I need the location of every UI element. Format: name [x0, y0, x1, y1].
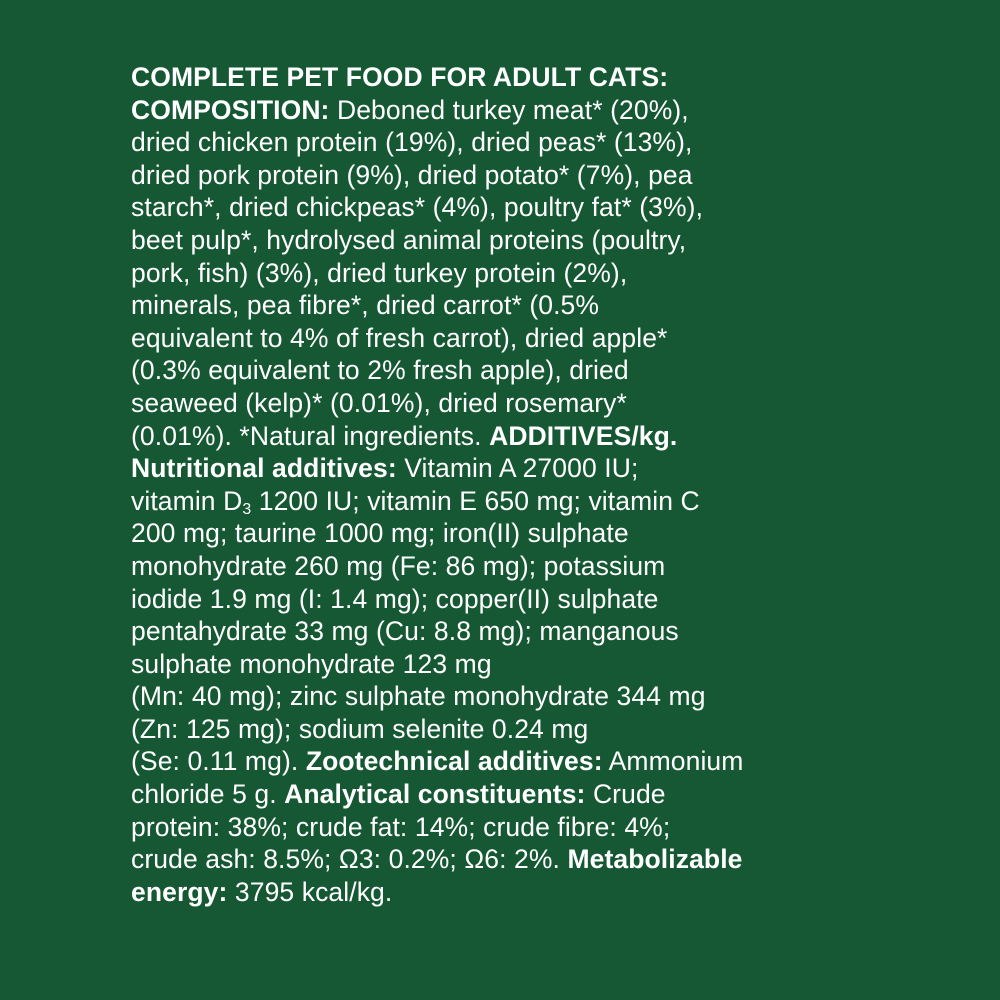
- additives-text: (Se: 0.11 mg).: [131, 746, 299, 777]
- additives-text: vitamin D: [131, 485, 243, 516]
- analytical-constituents-title: Analytical constituents:: [284, 779, 586, 810]
- line-19: [131, 648, 891, 681]
- composition-text: equivalent to 4% of fresh carrot), dried apple*: [131, 322, 668, 353]
- line-21: [131, 713, 891, 746]
- additives-text: 200 mg; taurine 1000 mg; iron(II) sulphate: [131, 518, 629, 549]
- composition-text: minerals, pea fibre*, dried carrot* (0.5%: [131, 290, 600, 321]
- line-11: [131, 387, 891, 420]
- analytical-text: protein: 38%; crude fat: 14%; crude fibre: 4%;: [131, 811, 671, 842]
- composition-text: beet pulp*, hydrolysed animal proteins (poultry,: [131, 224, 687, 255]
- line-14: [131, 485, 891, 518]
- line-13: [131, 452, 891, 485]
- line-1: [131, 61, 891, 94]
- label-heading: COMPLETE PET FOOD FOR ADULT CATS:: [131, 62, 669, 92]
- line-5: [131, 191, 891, 224]
- additives-text: sulphate monohydrate 123 mg: [131, 648, 492, 679]
- line-8: [131, 289, 891, 322]
- additives-text: chloride 5 g.: [131, 779, 277, 810]
- line-6: [131, 224, 891, 257]
- subscript-3: 3: [242, 500, 252, 518]
- analytical-text: Crude: [592, 779, 666, 810]
- line-3: [131, 126, 891, 159]
- metabolizable-energy-title: Metabolizable: [567, 844, 743, 875]
- line-15: [131, 517, 891, 550]
- additives-title: ADDITIVES/kg.: [489, 420, 678, 451]
- line-24: [131, 811, 891, 844]
- line-2: [131, 94, 891, 127]
- additives-text: pentahydrate 33 mg (Cu: 8.8 mg); manganous: [131, 616, 679, 647]
- composition-text: pork, fish) (3%), dried turkey protein (2%),: [131, 257, 628, 288]
- composition-text: (0.01%). *Natural ingredients.: [131, 420, 482, 451]
- line-20: [131, 680, 891, 713]
- line-9: [131, 322, 891, 355]
- composition-text: Deboned turkey meat* (20%),: [336, 94, 689, 125]
- composition-text: dried chicken protein (19%), dried peas* (13%),: [131, 127, 693, 158]
- additives-text: Vitamin A 27000 IU;: [404, 453, 639, 484]
- additives-text: (Zn: 125 mg); sodium selenite 0.24 mg: [131, 713, 589, 744]
- additives-text: 1200 IU; vitamin E 650 mg; vitamin C: [251, 485, 700, 516]
- additives-text: iodide 1.9 mg (I: 1.4 mg); copper(II) sulphate: [131, 583, 659, 614]
- analytical-text: crude ash: 8.5%; Ω3: 0.2%; Ω6: 2%.: [131, 844, 560, 875]
- composition-text: seaweed (kelp)* (0.01%), dried rosemary*: [131, 387, 627, 418]
- composition-text: (0.3% equivalent to 2% fresh apple), dried: [131, 355, 629, 386]
- line-17: [131, 583, 891, 616]
- line-22: [131, 745, 891, 778]
- line-18: [131, 615, 891, 648]
- ingredients-label: [131, 61, 891, 908]
- line-7: [131, 257, 891, 290]
- composition-text: starch*, dried chickpeas* (4%), poultry fat* (3%),: [131, 192, 704, 223]
- additives-text: Ammonium: [608, 746, 744, 777]
- line-16: [131, 550, 891, 583]
- line-12: [131, 420, 891, 453]
- composition-text: dried pork protein (9%), dried potato* (7%), pea: [131, 159, 693, 190]
- additives-text: monohydrate 260 mg (Fe: 86 mg); potassium: [131, 550, 666, 581]
- energy-title: energy:: [131, 876, 228, 907]
- line-26: [131, 876, 891, 909]
- zootechnical-additives-title: Zootechnical additives:: [305, 746, 603, 777]
- line-10: [131, 354, 891, 387]
- line-23: [131, 778, 891, 811]
- energy-value: 3795 kcal/kg.: [234, 876, 393, 907]
- line-4: [131, 159, 891, 192]
- line-25: [131, 843, 891, 876]
- additives-text: (Mn: 40 mg); zinc sulphate monohydrate 344 mg: [131, 681, 706, 712]
- nutritional-additives-title: Nutritional additives:: [131, 453, 397, 484]
- composition-title: COMPOSITION:: [131, 94, 330, 125]
